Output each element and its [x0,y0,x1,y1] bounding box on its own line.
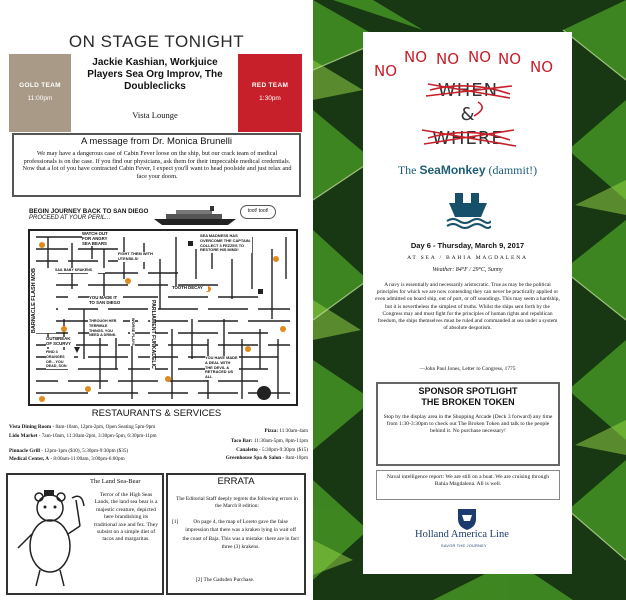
no-word: NO [468,48,492,66]
errata-item-1-text: On page 4, the map of Loreto gave the false impression that there was a kraken lying in wait off the coast of Baja. This was a mistake: there are in fact three (3) krakens. [182,519,299,551]
fez-icon [44,490,54,496]
holland-america-crest-icon [456,507,478,531]
seamonkey-masthead [363,163,572,178]
no-word: NO [530,58,554,76]
no-word: NO [374,62,398,80]
gold-team-badge [9,54,71,132]
errata-item-1-number: [1] [172,519,179,525]
maze-label-outbreak-sub: FIND 3 ORANGES OR... YOU DEAD, SON [46,350,74,369]
red-team-label: RED TEAM [251,82,289,89]
masthead-post: (dammit!) [485,163,538,177]
ship-logo-icon [445,187,491,229]
gold-team-time: 11:00pm [27,95,53,102]
sea-bear-body: Terror of the High Seas Lands, the land sea bear is a majestic creature, depicted here brandishing its traditional axe and fez. They subsist on a simple diet of tacos and margaritas. [93,492,159,543]
maze-label-sail: SAIL BABY KRAKENS [55,268,105,273]
devil-icon [257,386,271,400]
restaurant-entry: Pinnacle Grill - 12pm-1pm ($10), 5:30pm-9:30pm ($35) [9,448,129,454]
on-stage-title: ON STAGE TONIGHT [68,32,245,51]
issue-location: AT SEA / BAHIA MAGDALENA [407,255,528,261]
restaurant-entry: Greenhouse Spa & Salon - 8am-10pm [225,455,308,461]
maze-label-parliament: PARLIAMENT FUNKADELIC [150,300,155,380]
sea-bear-title: The Land Sea-Bear [90,478,141,485]
quote-attribution: —John Paul Jones, Letter to Congress, 1775 [419,366,516,372]
brand-name: Holland America Line [415,529,509,540]
maze-label-tooth-decay: TOOTH DECAY [172,286,208,291]
message-title: A message from Dr. Monica Brunelli [80,136,232,147]
restaurant-entry: Pizza: 11:30am-4am [264,428,308,434]
no-word: NO [404,48,428,66]
sponsor-body: Stop by the display area in the Shopping Arcade (Deck 3 forward) any time from 1:30-3:30pm to check out The Broken Token and talk to the people behind it. No purchase necessary! [383,414,553,435]
red-team-badge [238,54,302,132]
errata-item-2: [2] The Gadsden Purchase. [196,577,255,583]
errata-title: ERRATA [217,476,255,487]
brand-tagline: SAVOR THE JOURNEY [441,544,487,548]
where-word: WHERE [432,128,504,149]
restaurant-entry: Taco Bar: 11:30am-5pm, 8pm-11pm [230,438,308,444]
maze-graphic [28,229,298,406]
restaurant-entry: Canaletto - 5:30pm-9:30pm ($15) [236,447,308,453]
maze-label-barnacle: BARNACLE FLASH MOB [32,268,56,333]
maze-title: BEGIN JOURNEY BACK TO SAN DIEGO [29,208,149,215]
maze-label-san-diego: YOU MADE IT TO SAN DIEGO [89,296,123,306]
sponsor-name: THE BROKEN TOKEN [421,397,515,407]
maze-label-devil: YOU HAVE MADE A DEAL WITH THE DEVIL & RETRACED US ALL [205,355,238,380]
sponsor-heading [376,386,560,408]
issue-date: Day 6 - Thursday, March 9, 2017 [410,241,525,250]
restaurant-entry: Vista Dining Room - 8am-10am, 12pm-2pm, Open Seating 5pm-9pm [9,424,156,430]
errata-item-1 [172,518,300,552]
message-body: We may have a dangerous case of Cabin Fever loose on the ship, but our crack team of medical professionals is on the case. If you find our physicians, ask them for their impeccable medical credentials. Now that a lot of you have contracted Cabin Fever, I expect you'll want to head poolside and just relax and face your doom. [22,150,292,180]
sponsor-title: SPONSOR SPOTLIGHT [418,386,518,396]
when-word: WHEN [437,80,499,101]
maze-label-sea-madness: SEA MADNESS HAS OVERCOME THE CAPTAIN. COLLECT 3 FEZZES TO RESTORE HIS MIND! [200,233,251,253]
gold-team-label: GOLD TEAM [19,82,61,89]
venue: Vista Lounge [132,110,178,120]
ampersand: & [460,104,476,125]
restaurants-right [204,428,308,461]
masthead-brand: SeaMonkey [419,163,486,177]
restaurant-entry: Medical Center, A - 8:00am-11:00am, 3:00pm-6:00pm [9,456,125,462]
errata-intro: The Editorial Staff deeply regrets the following errors in the March 8 edition: [176,496,298,509]
quote-body: A navy is essentially and necessarily aristocratic. True as may be the political principles for which we are now contending they can never be practically applied or even admitted on board ship, out of port, or off soundings. This may seem a hardship, but it is nevertheless the simplest of truths. Whilst the ships sent forth by the Congress may and must fight for the principles of human rights and republican freedom, the ships themselves must be ruled and commanded at sea under a system of absolute despotism. [375,282,560,332]
no-word: NO [436,50,460,68]
maze-label-san-diego-sub: THROUGH HER TERRIBLE THINGS. YOU NEED A DRINK. [89,319,123,338]
no-word: NO [498,50,522,68]
maze-label-fight: FIGHT THEM WITH UTENSILS! [118,252,158,262]
restaurants-title: RESTAURANTS & SERVICES [91,408,222,419]
restaurant-entry: Lido Market - 7am-10am, 11:30am-2pm, 3:30pm-5pm, 6:30pm-11pm [9,433,157,439]
speech-bubble: toot! toot! [240,205,276,219]
scribbled-title [370,34,566,160]
issue-weather: Weather: 84°F / 29°C, Sunny [432,267,503,273]
ship-icon [150,205,240,227]
restaurants-left [9,424,217,462]
naval-report: Naval intelligence report: We are still on a boat. We are cruising through Bahia Magdalena. All is well. [386,474,550,487]
fez-icon [188,241,193,246]
masthead-pre: The [397,163,420,177]
maze-label-watch-out: WATCH OUT FOR ANGRY SEA BEARS [82,232,110,246]
maze-label-outbreak: OUTBREAK OF SCURVY [46,337,76,347]
maze-label-worse-plays: WORSE PLAYS [130,318,135,346]
red-team-time: 1:30pm [259,95,281,102]
sea-bear-illustration [12,486,88,592]
performers: Jackie Kashian, Workjuice Players Sea Org Improv, The Doubleclicks [87,57,223,92]
maze-subtitle: PROCEED AT YOUR PERIL... [29,215,111,221]
